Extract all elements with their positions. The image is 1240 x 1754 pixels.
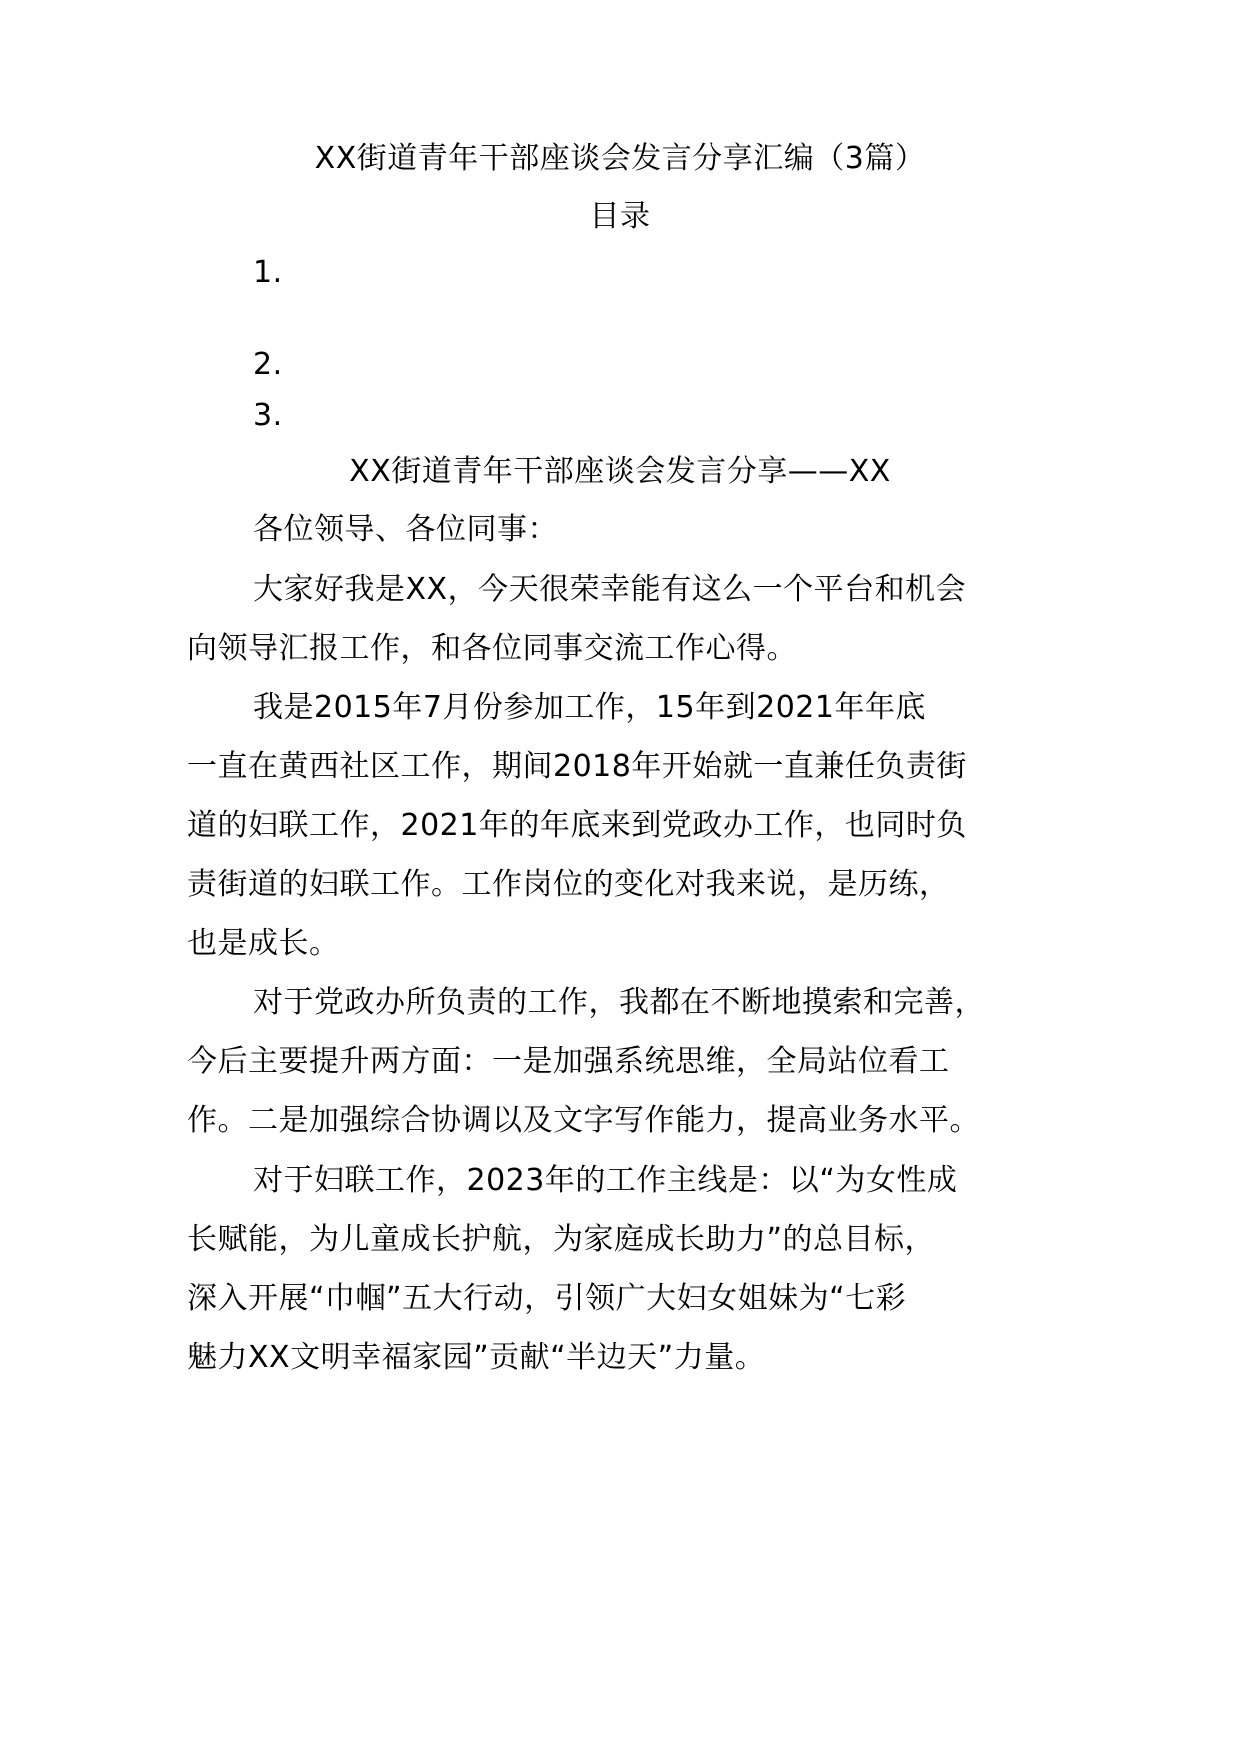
document-title: XX街道青年干部座谈会发言分享汇编（3篇） — [314, 141, 926, 176]
paragraph-line: 也是成长。 — [187, 926, 340, 961]
paragraph-line: 我是2015年7月份参加工作，15年到2021年年底 — [253, 690, 926, 725]
paragraph-line: 作。二是加强综合协调以及文字写作能力，提高业务水平。 — [187, 1103, 980, 1138]
paragraph-line: 深入开展“巾帼”五大行动，引领广大妇女姐妹为“七彩 — [187, 1281, 907, 1316]
section-title: XX街道青年干部座谈会发言分享——XX — [349, 454, 891, 489]
toc-item-3: 3. — [253, 398, 283, 433]
paragraph-line: 今后主要提升两方面：一是加强系统思维，全局站位看工 — [187, 1044, 950, 1079]
paragraph-line: 对于妇联工作，2023年的工作主线是：以“为女性成 — [253, 1163, 958, 1198]
paragraph-line: 道的妇联工作，2021年的年底来到党政办工作，也同时负 — [187, 808, 967, 843]
paragraph-line: 向领导汇报工作，和各位同事交流工作心得。 — [187, 631, 797, 666]
toc-heading: 目录 — [589, 199, 651, 234]
paragraph-line: 对于党政办所负责的工作，我都在不断地摸索和完善， — [253, 985, 985, 1020]
paragraph-line: 长赋能，为儿童成长护航，为家庭成长助力”的总目标， — [187, 1222, 936, 1257]
paragraph-line: 大家好我是XX，今天很荣幸能有这么一个平台和机会 — [253, 572, 967, 607]
toc-item-2: 2. — [253, 347, 283, 382]
paragraph-line: 魅力XX文明幸福家园”贡献“半边天”力量。 — [187, 1340, 766, 1375]
paragraph-line: 一直在黄西社区工作，期间2018年开始就一直兼任负责街 — [187, 749, 967, 784]
toc-item-1: 1. — [253, 255, 283, 290]
salutation: 各位领导、各位同事： — [253, 512, 558, 547]
paragraph-line: 责街道的妇联工作。工作岗位的变化对我来说，是历练， — [187, 867, 950, 902]
